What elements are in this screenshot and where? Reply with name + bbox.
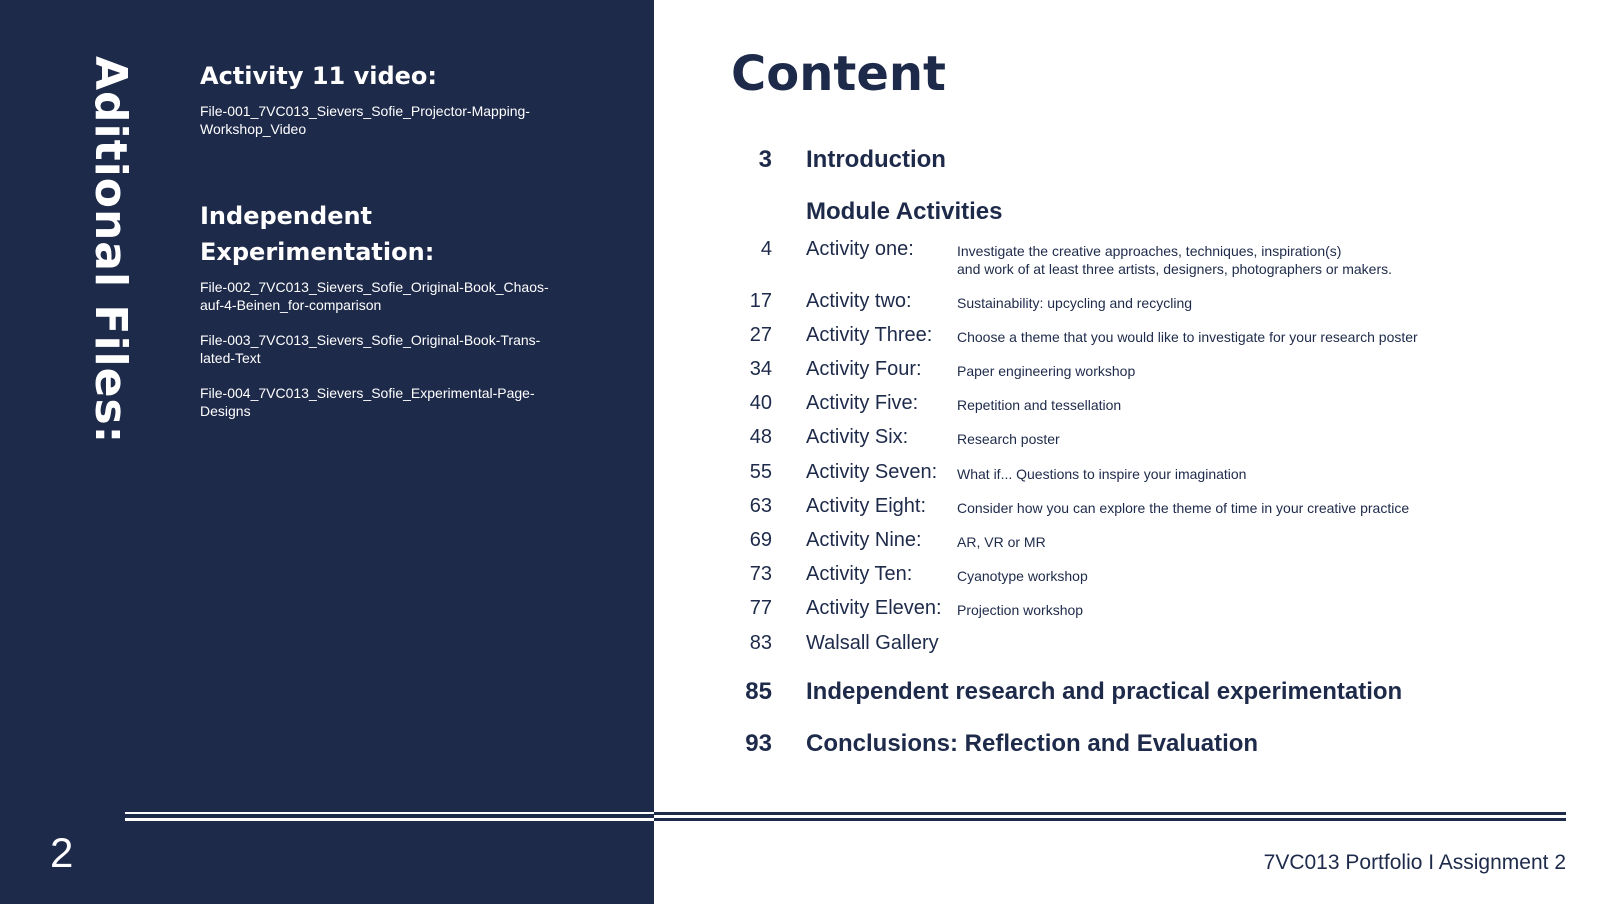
toc-label: Conclusions: Reflection and Evaluation [806, 730, 1259, 757]
toc-label: Introduction [806, 146, 946, 173]
content-title: Content [731, 46, 946, 102]
toc-label: Activity Nine: [806, 529, 922, 551]
divider-line [654, 818, 1566, 821]
toc-page-number: 77 [749, 597, 772, 619]
activity-video-heading: Activity 11 video: [200, 62, 438, 90]
independent-heading-line1: Independent [200, 202, 373, 230]
toc-page-number: 48 [749, 426, 772, 448]
toc-page-number: 40 [749, 392, 772, 414]
toc-label: Walsall Gallery [806, 632, 939, 654]
independent-heading [200, 198, 560, 270]
toc-page-number: 4 [760, 238, 772, 260]
toc-page-number: 73 [749, 563, 772, 585]
activity-video-section [200, 58, 560, 155]
toc-description: Sustainability: upcycling and recycling [957, 295, 1193, 311]
divider-line [654, 812, 1566, 815]
divider-line [125, 812, 654, 814]
file-item: File-001_7VC013_Sievers_Sofie_Projector-Mapping-Workshop_Video [200, 103, 530, 137]
toc-label: Activity two: [806, 290, 912, 312]
toc-label: Activity Eleven: [806, 597, 942, 619]
additional-files-panel [0, 0, 654, 904]
toc-page-number: 63 [749, 495, 772, 517]
toc-description: Cyanotype workshop [957, 568, 1088, 584]
toc-description: Choose a theme that you would like to investigate for your research poster [957, 329, 1418, 345]
toc-label: Activity Seven: [806, 461, 938, 483]
toc-label: Activity Five: [806, 392, 919, 414]
toc-description: Consider how you can explore the theme of time in your creative practice [957, 500, 1410, 516]
toc-label: Activity Ten: [806, 563, 913, 585]
file-item: File-002_7VC013_Sievers_Sofie_Original-Book_Chaos-auf-4-Beinen_for-comparison [200, 279, 549, 313]
toc-page-number: 27 [749, 324, 772, 346]
toc-label: Independent research and practical experimentation [806, 678, 1403, 705]
toc-description: Investigate the creative approaches, techniques, inspiration(s) [957, 243, 1342, 259]
page-number: 2 [50, 829, 74, 876]
toc-description: Paper engineering workshop [957, 363, 1136, 379]
toc-label: Activity Four: [806, 358, 922, 380]
toc-description: Projection workshop [957, 602, 1084, 618]
file-item: File-003_7VC013_Sievers_Sofie_Original-Book-Trans-lated-Text [200, 332, 541, 366]
toc-page-number: 3 [758, 146, 772, 173]
toc-description: Repetition and tessellation [957, 397, 1122, 413]
toc-description: What if... Questions to inspire your imagination [957, 466, 1247, 482]
additional-files-title: Aditional Files: [85, 56, 136, 445]
module-activities-heading: Module Activities [806, 198, 1003, 225]
file-item: File-004_7VC013_Sievers_Sofie_Experimental-Page-Designs [200, 385, 535, 419]
toc-page-number: 34 [749, 358, 772, 380]
toc-page-number: 83 [749, 632, 772, 654]
independent-heading-line2: Experimentation: [200, 238, 435, 266]
toc-description-line2: and work of at least three artists, designers, photographers or makers. [957, 261, 1392, 277]
independent-experimentation-section [200, 198, 560, 437]
footer-text: 7VC013 Portfolio I Assignment 2 [1263, 851, 1566, 874]
toc-page-number: 55 [749, 461, 772, 483]
toc-label: Activity Six: [806, 426, 909, 448]
toc-label: Activity one: [806, 238, 914, 260]
toc-description: Research poster [957, 431, 1060, 447]
toc-page-number: 69 [749, 529, 772, 551]
toc-page-number: 93 [745, 730, 772, 757]
toc-label: Activity Eight: [806, 495, 927, 517]
toc-page-number: 17 [749, 290, 772, 312]
toc-description: AR, VR or MR [957, 534, 1046, 550]
toc-label: Activity Three: [806, 324, 933, 346]
toc-page-number: 85 [745, 678, 772, 705]
divider-line [125, 818, 654, 821]
